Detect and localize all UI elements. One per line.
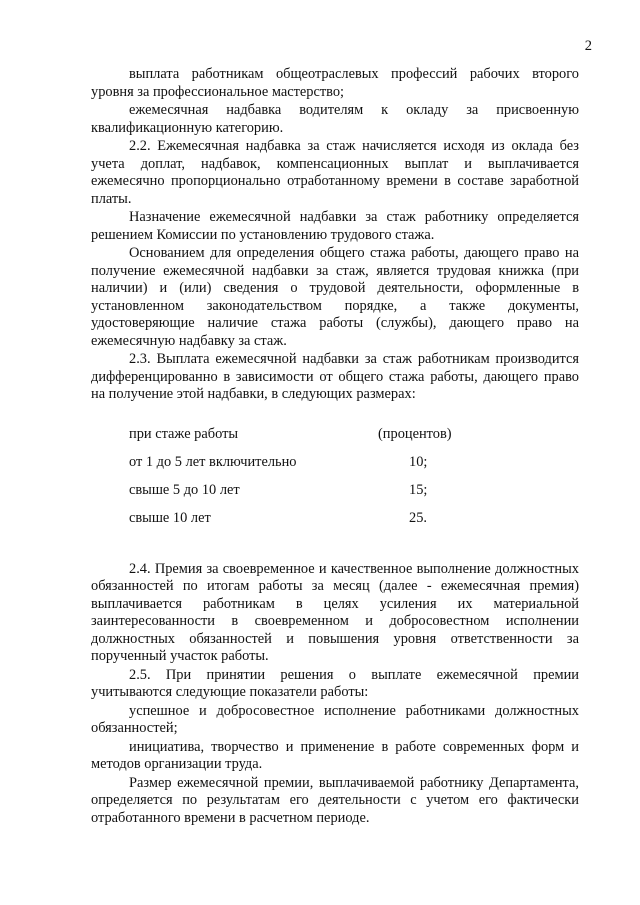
paragraph-2-2: 2.2. Ежемесячная надбавка за стаж начисляется исходя из оклада без учета доплат, надбавок, компенсационных выплат и выплачивается ежемесячно пропорционально отработанному времени в составе заработной платы. [91, 138, 579, 207]
table-row-label: свыше 10 лет [129, 509, 211, 526]
table-header-unit: (процентов) [378, 425, 452, 442]
table-row [129, 510, 452, 538]
paragraph: инициатива, творчество и применение в работе современных форм и методов организации труда. [91, 738, 579, 772]
seniority-rate-table [129, 426, 452, 538]
table-row-label: свыше 5 до 10 лет [129, 481, 240, 498]
table-row-value: 10; [409, 453, 428, 470]
paragraph: Назначение ежемесячной надбавки за стаж работнику определяется решением Комиссии по установлению трудового стажа. [91, 209, 579, 243]
page-number: 2 [584, 38, 592, 54]
table-row [129, 454, 452, 482]
paragraph: ежемесячная надбавка водителям к окладу за присвоенную квалификационную категорию. [91, 102, 579, 136]
paragraph: Основанием для определения общего стажа работы, дающего право на получение ежемесячной надбавки за стаж, является трудовая книжка (при наличии) и (или) сведения о трудовой деятельности, оформленные в установленном законодательством порядке, а также документы, удостоверяющие наличие стажа работы (службы), дающего право на ежемесячную надбавку за стаж. [91, 245, 579, 349]
table-row-label: от 1 до 5 лет включительно [129, 453, 297, 470]
document-body [91, 66, 579, 827]
paragraph-2-3: 2.3. Выплата ежемесячной надбавки за стаж работникам производится дифференцированно в зависимости от общего стажа работы, дающего право на получение этой надбавки, в следующих размерах: [91, 351, 579, 402]
paragraph: выплата работникам общеотраслевых профессий рабочих второго уровня за профессиональное мастерство; [91, 66, 579, 100]
table-header-row [129, 426, 452, 454]
table-row-value: 15; [409, 481, 428, 498]
table-row [129, 482, 452, 510]
paragraph: успешное и добросовестное исполнение работниками должностных обязанностей; [91, 702, 579, 736]
paragraph: Размер ежемесячной премии, выплачиваемой работнику Департамента, определяется по результатам его деятельности с учетом его фактически отработанного времени в расчетном периоде. [91, 774, 579, 826]
table-row-value: 25. [409, 509, 427, 526]
table-header-label: при стаже работы [129, 425, 239, 442]
paragraph-2-4: 2.4. Премия за своевременное и качественное выполнение должностных обязанностей по итогам работы за месяц (далее - ежемесячная премия) выплачивается работникам в целях усиления их материальной заинтересованности в своевременном и добросовестном исполнении должностных обязанностей и повышения уровня ответственности за порученный участок работы. [91, 560, 579, 664]
paragraph-2-5: 2.5. При принятии решения о выплате ежемесячной премии учитываются следующие показатели работы: [91, 666, 579, 700]
